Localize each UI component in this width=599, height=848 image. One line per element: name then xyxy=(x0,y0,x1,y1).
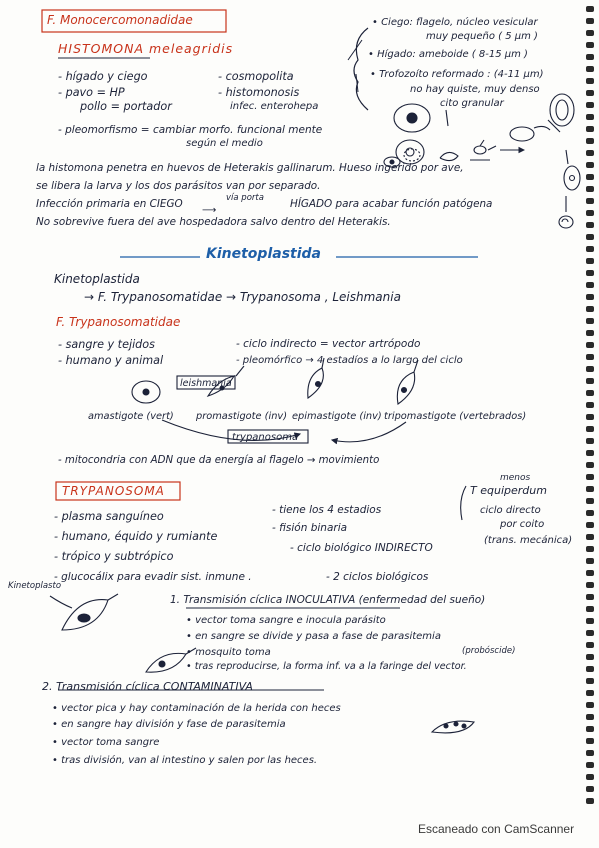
equiperdum-note: menos xyxy=(500,473,531,483)
trypanosoma-heading: TRYPANOSOMA xyxy=(62,484,165,498)
stage-label: epimastigote (inv) xyxy=(292,411,382,422)
pleomorfismo-line: - pleomorfismo = cambiar morfo. funcional mente xyxy=(58,124,323,136)
trofozoito-note-2: no hay quiste, muy denso xyxy=(410,84,540,95)
paragraph-line: HÍGADO para acabar función patógena xyxy=(290,198,493,210)
paragraph-line: se libera la larva y los dos parásitos van por separado. xyxy=(36,180,321,192)
cycle-1-item: • mosquito toma xyxy=(186,647,271,658)
cycle-2-item: • en sangre hay división y fase de parasitemia xyxy=(52,719,286,730)
stage-label: amastigote (vert) xyxy=(88,411,174,422)
brace xyxy=(354,28,368,110)
kineto-left-item: - sangre y tejidos xyxy=(58,338,155,351)
right-item: infec. enterohepa xyxy=(230,101,319,112)
cycle-1-item: • en sangre se divide y pasa a fase de parasitemia xyxy=(186,631,441,642)
ciego-note: • Ciego: flagelo, núcleo vesicular xyxy=(372,17,538,28)
cycle-2-title: 2. Transmisión cíclica CONTAMINATIVA xyxy=(42,680,253,693)
host-item: - pavo = HP xyxy=(58,86,125,99)
trofozoito-note: • Trofozoíto reformado : (4-11 µm) xyxy=(370,69,544,80)
pleomorfismo-line-2: según el medio xyxy=(186,138,263,149)
paragraph-line: Infección primaria en CIEGO xyxy=(36,198,183,210)
taxonomy-chain: → F. Trypanosomatidae → Trypanosoma , Leishmania xyxy=(84,290,401,304)
trypanosoma-left-item: - plasma sanguíneo xyxy=(54,510,164,523)
cycle-2-item: • tras división, van al intestino y salen por las heces. xyxy=(52,755,318,766)
trypanosoma-left-item: - trópico y subtrópico xyxy=(54,550,174,563)
host-item: pollo = portador xyxy=(80,100,172,113)
species-title: HISTOMONA meleagridis xyxy=(58,41,234,56)
kinetoplasto-label: Kinetoplasto xyxy=(8,581,62,591)
kineto-right-item: - ciclo indirecto = vector artrópodo xyxy=(236,338,421,350)
cycle-1-item: • vector toma sangre e inocula parásito xyxy=(186,615,386,626)
stage-label: promastigote (inv) xyxy=(196,411,288,422)
trypanosoma-mid-item: - tiene los 4 estadios xyxy=(272,504,382,516)
ciego-note-2: muy pequeño ( 5 µm ) xyxy=(426,31,538,42)
camscanner-watermark: Escaneado con CamScanner xyxy=(418,822,575,836)
trypanosoma-mid-item: - ciclo biológico INDIRECTO xyxy=(290,542,433,554)
equiperdum-note: por coito xyxy=(500,519,545,530)
kineto-right-item: - pleomórfico → 4 estadíos a lo largo del ciclo xyxy=(236,355,463,366)
kinetoplastida-subtitle: Kinetoplastida xyxy=(54,272,140,286)
via-porta-label: vía porta xyxy=(226,193,264,203)
right-item: - cosmopolita xyxy=(218,70,294,83)
host-item: - hígado y ciego xyxy=(58,70,148,83)
right-item: - histomonosis xyxy=(218,86,300,99)
kineto-left-item: - humano y animal xyxy=(58,354,164,367)
equiperdum-note: (trans. mecánica) xyxy=(484,535,573,546)
cycle-2-item: • vector pica y hay contaminación de la herida con heces xyxy=(52,703,341,714)
notebook-page: F. Monocercomonadidae HISTOMONA meleagridis - hígado y ciego - pavo = HP pollo = portador - cosmopolita - histomonosis infec. enterohepa - pleomorfismo = cambiar morfo. funcional mente según el medio • Ciego: flagelo, núcleo vesicular muy pequeño ( 5 µm ) • Hígado: ameboide ( 8-15 µm ) • Trofozoíto reformado : (4-11 µm) no hay quiste, muy denso cito granular la histomona penetra en huevos de Heterakis gallinarum. Hueso ingerido por ave, se libera la larva y los dos parásitos van por separado. Infección primaria en CIEGO vía porta ⟶ HÍGADO para acabar función patógena No sobrevive fuera del ave hospedadora salvo dentro del Heterakis. Kinetoplastida Kinetoplastida → F. Trypanosomatidae → Trypanosoma , Leishmania F. Trypanosomatidae - sangre y tejidos - humano y animal - ciclo indirecto = vector artrópodo - pleomórfico → 4 estadíos a lo largo del ciclo leishmania trypanosoma amastigote (vert) promastigote (inv) epimastigote (inv) tripomastigote (vertebrados) - mitocondria con ADN que da energía al flagelo → movimiento TRYPANOSOMA - plasma sanguíneo - humano, équido y rumiante - trópico y subtrópico - glucocálix para evadir sist. inmune . - tiene los 4 estadios - fisión binaria - ciclo biológico INDIRECTO - 2 ciclos biológicos menos T equiperdum ciclo directo por coito (trans. mecánica) Kinetoplasto 1. Transmisión cíclica INOCULATIVA (enfermedad del sueño) • vector toma sangre e inocula parásito • en sangre se divide y pasa a fase de parasitemia • mosquito toma (probóscide) • tras reproducirse, la forma inf. va a la faringe del vector. 2. Transmisión cíclica CONTAMINATIVA • vector pica y hay contaminación de la herida con heces • en sangre hay división y fase de parasitemia • vector toma sangre • tras división, van al intestino y salen por las heces. Escaneado con CamScanner xyxy=(0,0,599,848)
mitocondria-line: - mitocondria con ADN que da energía al flagelo → movimiento xyxy=(58,455,380,466)
trypanosoma-tag: trypanosoma xyxy=(232,432,299,443)
paragraph-line: No sobrevive fuera del ave hospedadora salvo dentro del Heterakis. xyxy=(36,216,391,228)
family-title: F. Monocercomonadidae xyxy=(47,13,193,27)
cycle-1-title: 1. Transmisión cíclica INOCULATIVA (enfermedad del sueño) xyxy=(170,594,486,606)
trypanosoma-left-item: - humano, équido y rumiante xyxy=(54,530,218,543)
equiperdum-note: ciclo directo xyxy=(480,505,541,516)
higado-note: • Hígado: ameboide ( 8-15 µm ) xyxy=(368,49,528,60)
proboscide-note: (probóscide) xyxy=(462,646,516,656)
trypanosoma-mid-item: - fisión binaria xyxy=(272,522,348,534)
family-trypanosomatidae: F. Trypanosomatidae xyxy=(56,315,181,329)
stage-label: tripomastigote (vertebrados) xyxy=(384,411,527,422)
cycle-1-item: • tras reproducirse, la forma inf. va a la faringe del vector. xyxy=(186,661,467,672)
cycle-2-item: • vector toma sangre xyxy=(52,737,160,748)
trypanosoma-left-item: - glucocálix para evadir sist. inmune . xyxy=(54,571,252,583)
equiperdum-note: T equiperdum xyxy=(470,484,547,497)
paragraph-line: la histomona penetra en huevos de Heterakis gallinarum. Hueso ingerido por ave, xyxy=(36,162,464,174)
leishmania-tag: leishmania xyxy=(180,378,232,389)
trypanosoma-mid-item: - 2 ciclos biológicos xyxy=(326,571,429,583)
trofozoito-note-3: cito granular xyxy=(440,98,504,109)
kinetoplastida-heading: Kinetoplastida xyxy=(206,246,321,262)
